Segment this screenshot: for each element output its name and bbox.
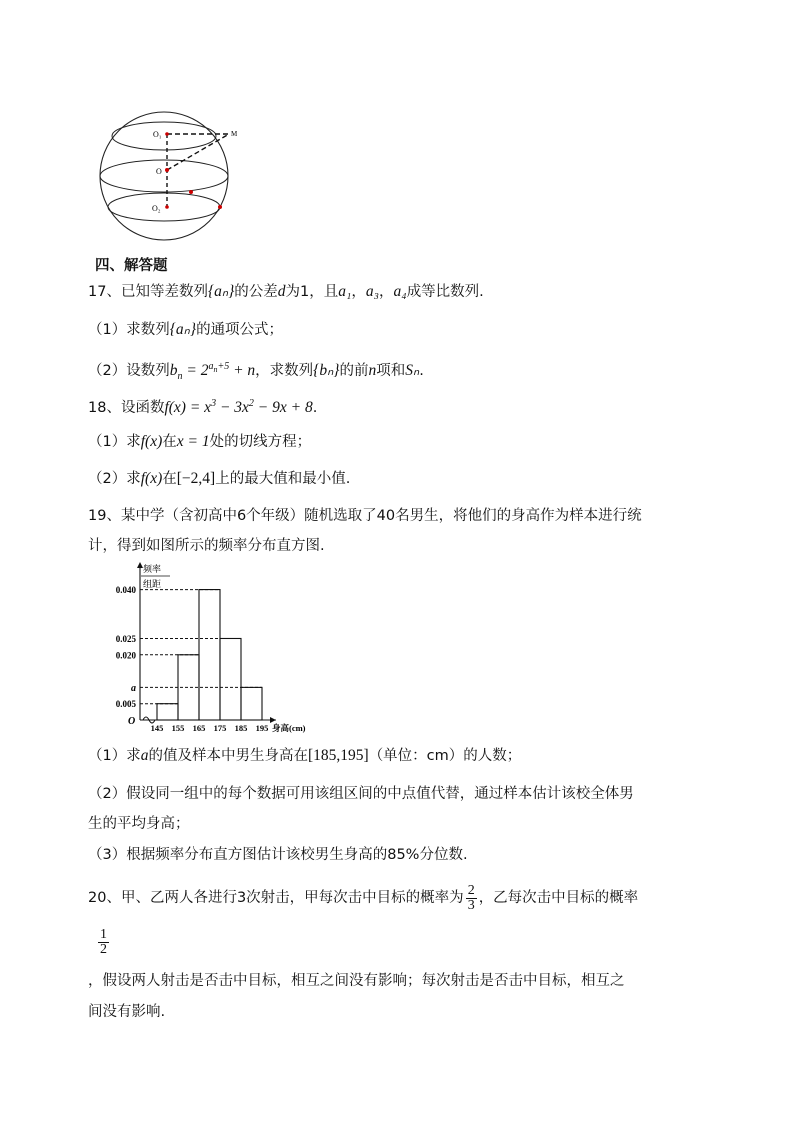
y-label-top: 频率 bbox=[143, 564, 162, 574]
q19-part2-line1: （2）假设同一组中的每个数据可用该组区间的中点值代替，通过样本估计该校全体男 bbox=[88, 786, 634, 802]
histogram-bar bbox=[157, 704, 178, 720]
y-tick-label: 0.005 bbox=[115, 699, 136, 710]
q18-part1: （1）求f(x)在x = 1处的切线方程； bbox=[88, 433, 312, 450]
sphere-figure bbox=[95, 110, 245, 245]
q20-fraction-yi: $\frac{1}{2}$ bbox=[100, 927, 107, 957]
x-tick-label: 185 bbox=[234, 723, 248, 733]
y-tick-label: 0.025 bbox=[115, 633, 136, 644]
dashed-o-m bbox=[167, 134, 229, 170]
point-o1 bbox=[165, 132, 169, 136]
x-tick-label: 195 bbox=[255, 723, 269, 733]
lower-circle bbox=[108, 193, 220, 221]
equator-circle bbox=[100, 160, 228, 192]
point-o bbox=[165, 168, 169, 172]
label-o1: O₁ bbox=[153, 130, 162, 139]
q17-part2: （2）设数列$b_n = 2^{a_n+5} + n$，求数列{bₙ}的前n项和Sₙ. bbox=[88, 361, 424, 383]
point-o2 bbox=[165, 205, 169, 209]
x-tick-label: 145 bbox=[150, 723, 164, 733]
q19-part3: （3）根据频率分布直方图估计该校男生身高的85%分位数. bbox=[88, 847, 468, 863]
origin-label: O bbox=[128, 716, 136, 727]
y-tick-label: a bbox=[131, 682, 136, 694]
q17-part1: （1）求数列{aₙ}的通项公式； bbox=[88, 321, 284, 338]
q19-line2: 计，得到如图所示的频率分布直方图. bbox=[88, 538, 325, 554]
label-o: O bbox=[156, 167, 162, 176]
histogram-bar bbox=[241, 687, 262, 720]
fraction-jia: $\frac{2}{3}$ bbox=[467, 882, 475, 913]
section-title: 四、解答题 bbox=[95, 258, 168, 274]
x-axis-label: 身高(cm) bbox=[272, 723, 306, 733]
q20-line4: 间没有影响. bbox=[88, 1004, 166, 1020]
label-o2: O₂ bbox=[152, 204, 161, 213]
q18-part2: （2）求f(x)在[−2,4]上的最大值和最小值. bbox=[88, 470, 351, 487]
y-tick-label: 0.040 bbox=[115, 585, 136, 596]
point-lower-edge bbox=[189, 190, 193, 194]
y-label-bottom: 组距 bbox=[143, 579, 162, 589]
x-tick-label: 165 bbox=[192, 723, 206, 733]
q20-line1: 20、甲、乙两人各进行3次射击，甲每次击中目标的概率为 $\frac{2}{3}$ ，乙每次击中目标的概率 bbox=[88, 882, 639, 913]
frequency-histogram bbox=[95, 562, 335, 734]
q17-stem: 17、已知等差数列{aₙ}的公差d为1，且a₁，a₃，a₄成等比数列. bbox=[88, 283, 484, 300]
upper-circle bbox=[112, 122, 216, 150]
x-tick-label: 175 bbox=[213, 723, 227, 733]
q18-stem: 18、设函数$f(x) = x^3 - 3x^2 - 9x + 8$. bbox=[88, 398, 318, 417]
q19-line1: 19、某中学（含初高中6个年级）随机选取了40名男生，将他们的身高作为样本进行统 bbox=[88, 508, 642, 524]
q19-part2-line2: 生的平均身高； bbox=[88, 816, 190, 832]
label-m: M bbox=[231, 130, 238, 138]
x-tick-label: 155 bbox=[171, 723, 185, 733]
histogram-bar bbox=[220, 638, 241, 720]
y-tick-label: 0.020 bbox=[115, 650, 136, 661]
point-right-edge bbox=[218, 205, 222, 209]
histogram-bar bbox=[199, 590, 220, 720]
q20-line3: ，假设两人射击是否击中目标，相互之间没有影响；每次射击是否击中目标，相互之 bbox=[88, 973, 625, 989]
q19-part1: （1）求a的值及样本中男生身高在[185,195]（单位：cm）的人数； bbox=[88, 747, 522, 764]
